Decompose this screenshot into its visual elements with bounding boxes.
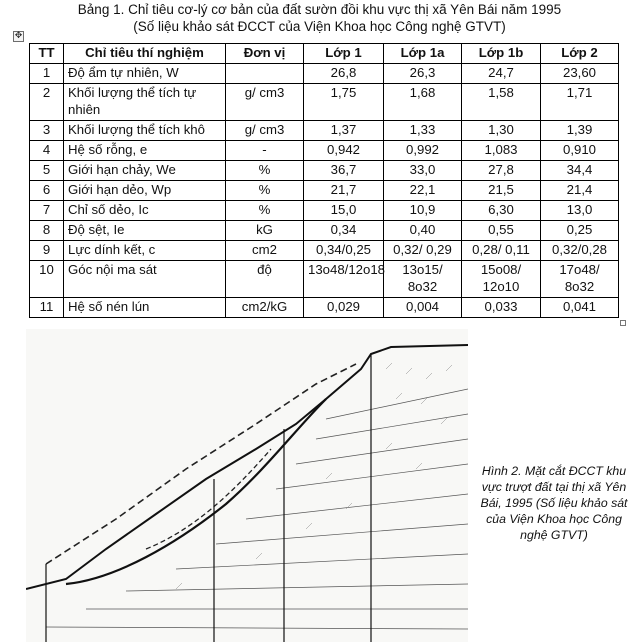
cell-layer-1b: 1,58 <box>462 84 541 121</box>
table-header-row <box>30 44 619 64</box>
cell-layer-2: 23,60 <box>541 64 619 84</box>
cell-layer-1: 15,0 <box>304 201 384 221</box>
cell-layer-1a: 26,3 <box>384 64 462 84</box>
cell-layer-1b: 1,30 <box>462 121 541 141</box>
cell-layer-2: 13,0 <box>541 201 619 221</box>
cell-layer-2: 0,910 <box>541 141 619 161</box>
header-tt: TT <box>30 44 64 64</box>
cell-layer-1b: 0,033 <box>462 298 541 318</box>
cell-layer-2: 0,32/0,28 <box>541 241 619 261</box>
cell-layer-1a: 33,0 <box>384 161 462 181</box>
cell-tt: 3 <box>30 121 64 141</box>
soil-properties-table <box>29 43 619 318</box>
cell-unit: kG <box>226 221 304 241</box>
table-caption-title: Bảng 1. Chỉ tiêu cơ-lý cơ bản của đất sườn đồi khu vực thị xã Yên Bái năm 1995 <box>77 2 562 17</box>
cell-unit: g/ cm3 <box>226 121 304 141</box>
cell-layer-2: 0,041 <box>541 298 619 318</box>
cell-layer-1a: 0,992 <box>384 141 462 161</box>
cell-layer-1: 0,34 <box>304 221 384 241</box>
cell-layer-1b: 1,083 <box>462 141 541 161</box>
cell-layer-1: 1,75 <box>304 84 384 121</box>
cell-layer-1a: 22,1 <box>384 181 462 201</box>
figure-caption: Hình 2. Mặt cắt ĐCCT khu vực trượt đất tại thị xã Yên Bái, 1995 (Số liệu khảo sát của Viện Khoa học Công nghệ GTVT) <box>480 464 628 542</box>
table-row <box>30 84 619 121</box>
cell-layer-1a: 0,40 <box>384 221 462 241</box>
table-caption-source: (Số liệu khảo sát ĐCCT của Viện Khoa học Công nghệ GTVT) <box>133 19 506 34</box>
cell-layer-1a: 1,68 <box>384 84 462 121</box>
cell-layer-1: 36,7 <box>304 161 384 181</box>
table-row <box>30 298 619 318</box>
table-row <box>30 64 619 84</box>
cell-layer-1: 0,942 <box>304 141 384 161</box>
cell-criterion: Độ ẩm tự nhiên, W <box>64 64 226 84</box>
cell-criterion: Hệ số nén lún <box>64 298 226 318</box>
cell-unit: % <box>226 201 304 221</box>
cell-layer-1b: 0,28/ 0,11 <box>462 241 541 261</box>
header-layer-2: Lớp 2 <box>541 44 619 64</box>
cell-layer-1a: 1,33 <box>384 121 462 141</box>
cell-layer-1: 13o48/12o18 <box>304 261 384 298</box>
cell-layer-2: 17o48/ 8o32 <box>541 261 619 298</box>
cell-layer-1b: 6,30 <box>462 201 541 221</box>
cell-layer-1a: 0,004 <box>384 298 462 318</box>
cell-unit <box>226 64 304 84</box>
cell-criterion: Lực dính kết, c <box>64 241 226 261</box>
cell-criterion: Góc nội ma sát <box>64 261 226 298</box>
cell-layer-1a: 0,32/ 0,29 <box>384 241 462 261</box>
header-test-criterion: Chỉ tiêu thí nghiệm <box>64 44 226 64</box>
cell-unit: cm2 <box>226 241 304 261</box>
cell-tt: 7 <box>30 201 64 221</box>
cell-tt: 2 <box>30 84 64 121</box>
table-move-handle-icon[interactable]: ✥ <box>14 31 23 41</box>
cell-criterion: Giới hạn chảy, We <box>64 161 226 181</box>
table-row <box>30 121 619 141</box>
table-row <box>30 141 619 161</box>
table-row <box>30 241 619 261</box>
cell-layer-2: 21,4 <box>541 181 619 201</box>
cell-layer-2: 1,71 <box>541 84 619 121</box>
cell-layer-1b: 15o08/ 12o10 <box>462 261 541 298</box>
header-layer-1a: Lớp 1a <box>384 44 462 64</box>
cell-layer-1b: 0,55 <box>462 221 541 241</box>
cell-tt: 10 <box>30 261 64 298</box>
table-row <box>30 201 619 221</box>
cell-tt: 8 <box>30 221 64 241</box>
cell-criterion: Khối lượng thể tích khô <box>64 121 226 141</box>
cell-layer-1b: 24,7 <box>462 64 541 84</box>
cell-tt: 5 <box>30 161 64 181</box>
header-layer-1b: Lớp 1b <box>462 44 541 64</box>
cell-tt: 9 <box>30 241 64 261</box>
table-row <box>30 161 619 181</box>
cell-criterion: Chỉ số dẻo, Ic <box>64 201 226 221</box>
table-row <box>30 181 619 201</box>
cell-criterion: Hệ số rỗng, e <box>64 141 226 161</box>
table-row <box>30 261 619 298</box>
cell-tt: 1 <box>30 64 64 84</box>
cell-criterion: Giới hạn dẻo, Wp <box>64 181 226 201</box>
header-unit: Đơn vị <box>226 44 304 64</box>
table-resize-handle-icon[interactable] <box>620 320 626 326</box>
cell-unit: % <box>226 181 304 201</box>
table-row <box>30 221 619 241</box>
cell-tt: 4 <box>30 141 64 161</box>
cell-unit: % <box>226 161 304 181</box>
header-layer-1: Lớp 1 <box>304 44 384 64</box>
cell-tt: 11 <box>30 298 64 318</box>
cell-unit: - <box>226 141 304 161</box>
cell-layer-1: 1,37 <box>304 121 384 141</box>
cell-tt: 6 <box>30 181 64 201</box>
cell-layer-2: 0,25 <box>541 221 619 241</box>
cell-layer-2: 1,39 <box>541 121 619 141</box>
geological-cross-section-figure <box>26 329 468 642</box>
cell-layer-1: 0,029 <box>304 298 384 318</box>
cell-criterion: Khối lượng thể tích tự nhiên <box>64 84 226 121</box>
cell-layer-1: 0,34/0,25 <box>304 241 384 261</box>
cell-layer-1b: 27,8 <box>462 161 541 181</box>
cell-layer-1a: 10,9 <box>384 201 462 221</box>
cell-layer-2: 34,4 <box>541 161 619 181</box>
cell-unit: g/ cm3 <box>226 84 304 121</box>
cell-layer-1: 21,7 <box>304 181 384 201</box>
cell-layer-1a: 13o15/ 8o32 <box>384 261 462 298</box>
cell-layer-1b: 21,5 <box>462 181 541 201</box>
cell-unit: cm2/kG <box>226 298 304 318</box>
cell-unit: độ <box>226 261 304 298</box>
cell-layer-1: 26,8 <box>304 64 384 84</box>
cell-criterion: Độ sệt, Ie <box>64 221 226 241</box>
